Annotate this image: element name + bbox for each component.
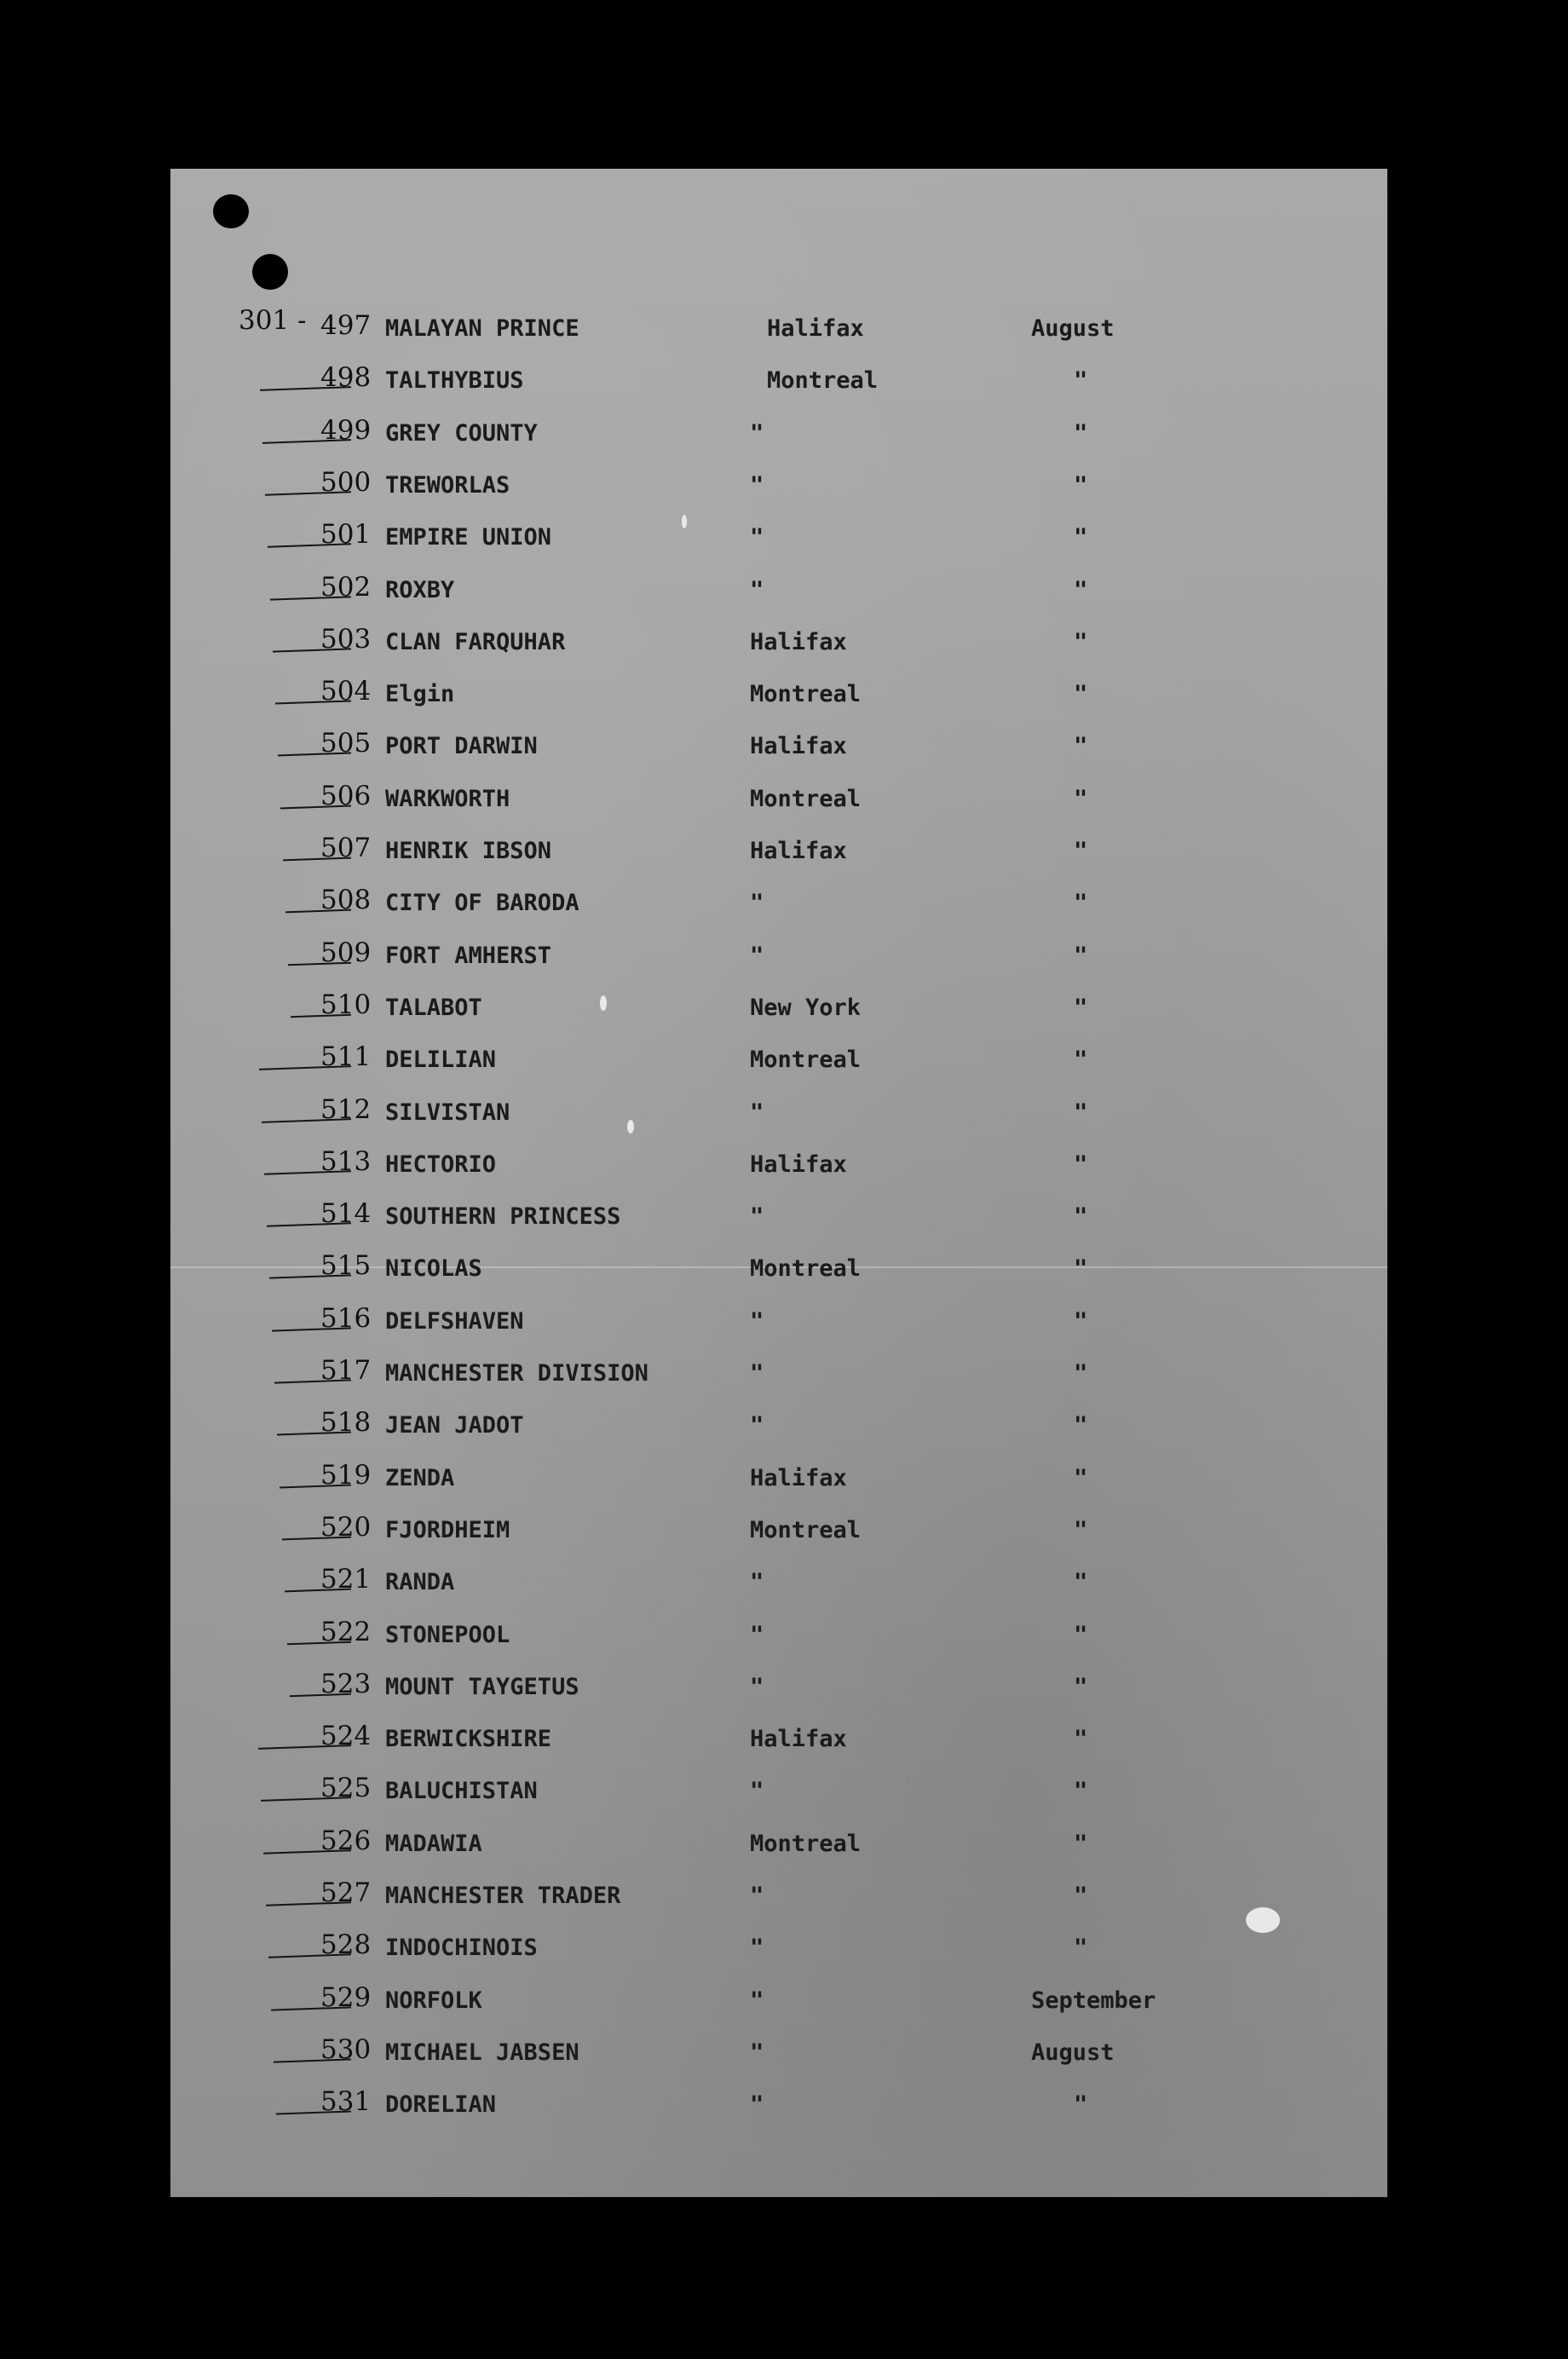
ship-name: MICHAEL JABSEN	[385, 2039, 579, 2066]
entry-number: 526	[320, 1825, 372, 1856]
port: "	[750, 1569, 764, 1596]
table-row	[170, 1923, 1387, 1974]
entry-number: 531	[320, 2086, 372, 2118]
table-row	[170, 1243, 1387, 1295]
entry-number: 521	[320, 1564, 372, 1595]
ship-list	[170, 169, 1387, 2197]
table-row	[170, 565, 1387, 616]
table-row	[170, 774, 1387, 825]
port: "	[750, 1307, 764, 1335]
month: "	[1074, 524, 1088, 551]
entry-number: 519	[320, 1459, 372, 1491]
ship-name: RANDA	[385, 1569, 455, 1596]
port: Halifax	[750, 733, 847, 760]
entry-number: 500	[320, 466, 372, 498]
entry-number: 502	[320, 571, 372, 603]
entry-number: 504	[320, 676, 372, 707]
entry-number: 518	[320, 1407, 372, 1439]
entry-number: 512	[320, 1093, 372, 1125]
ship-name: Elgin	[385, 681, 455, 708]
port: Halifax	[767, 315, 864, 342]
ship-name: NICOLAS	[385, 1255, 482, 1283]
entry-number: 529	[320, 1981, 372, 2013]
ship-name: TALABOT	[385, 994, 482, 1021]
entry-number: 509	[320, 937, 372, 968]
month: "	[1074, 419, 1088, 447]
entry-number: 508	[320, 885, 372, 916]
entry-number: 520	[320, 1511, 372, 1543]
port: "	[750, 1883, 764, 1909]
table-row	[170, 983, 1387, 1034]
ship-name: MANCHESTER DIVISION	[385, 1360, 649, 1387]
month: August	[1031, 2039, 1115, 2066]
table-row	[170, 303, 1387, 355]
entry-number: 511	[320, 1041, 372, 1073]
port: Halifax	[750, 1726, 847, 1753]
ship-name: ZENDA	[385, 1464, 455, 1491]
month: "	[1074, 576, 1088, 603]
table-row	[170, 1453, 1387, 1504]
month: August	[1031, 315, 1115, 342]
port: "	[750, 1412, 764, 1439]
port: New York	[750, 994, 862, 1021]
entry-number: 528	[320, 1929, 372, 1961]
month: "	[1074, 1464, 1088, 1491]
ship-name: CITY OF BARODA	[385, 890, 579, 917]
table-row	[170, 1296, 1387, 1347]
table-row	[170, 1087, 1387, 1139]
month: "	[1074, 681, 1088, 708]
ship-name: GREY COUNTY	[385, 419, 538, 447]
month: "	[1074, 1935, 1088, 1962]
entry-number: 527	[320, 1877, 372, 1908]
entry-number: 523	[320, 1668, 372, 1699]
ship-name: HENRIK IBSON	[385, 838, 552, 864]
table-row	[170, 669, 1387, 720]
port: "	[750, 1987, 764, 2014]
month: "	[1074, 1830, 1088, 1857]
ship-name: TREWORLAS	[385, 471, 510, 499]
port: "	[750, 1099, 764, 1126]
month: "	[1074, 994, 1088, 1021]
month: "	[1074, 1307, 1088, 1335]
entry-number: 505	[320, 728, 372, 759]
ship-name: FJORDHEIM	[385, 1516, 510, 1543]
entry-number: 517	[320, 1355, 372, 1386]
month: "	[1074, 1047, 1088, 1074]
port: "	[750, 2091, 764, 2119]
table-row	[170, 2079, 1387, 2131]
entry-number: 498	[320, 362, 372, 394]
table-row	[170, 355, 1387, 407]
month: September	[1031, 1987, 1156, 2014]
port: "	[750, 1778, 764, 1805]
ship-name: HECTORIO	[385, 1151, 497, 1178]
ship-name: DELILIAN	[385, 1047, 497, 1074]
port: Montreal	[767, 367, 879, 395]
table-row	[170, 1557, 1387, 1608]
port: "	[750, 1935, 764, 1962]
month: "	[1074, 1203, 1088, 1231]
port: "	[750, 1673, 764, 1700]
table-row	[170, 1714, 1387, 1765]
ship-name: FORT AMHERST	[385, 942, 552, 969]
port: Halifax	[750, 1151, 847, 1178]
document-page	[170, 169, 1387, 2197]
entry-number: 499	[320, 414, 372, 446]
ship-name: WARKWORTH	[385, 785, 510, 812]
table-row	[170, 1191, 1387, 1243]
month: "	[1074, 1569, 1088, 1596]
month: "	[1074, 1099, 1088, 1126]
ship-name: MADAWIA	[385, 1830, 482, 1857]
month: "	[1074, 471, 1088, 499]
port: Montreal	[750, 1516, 862, 1543]
ship-name: SILVISTAN	[385, 1099, 510, 1126]
month: "	[1074, 942, 1088, 969]
port: "	[750, 524, 764, 551]
ship-name: MOUNT TAYGETUS	[385, 1673, 579, 1700]
ship-name: MALAYAN PRINCE	[385, 315, 579, 342]
month: "	[1074, 1360, 1088, 1387]
month: "	[1074, 1516, 1088, 1543]
ship-name: NORFOLK	[385, 1987, 482, 2014]
entry-number: 515	[320, 1250, 372, 1282]
month: "	[1074, 1621, 1088, 1648]
month: "	[1074, 1255, 1088, 1283]
month: "	[1074, 1151, 1088, 1178]
month: "	[1074, 1673, 1088, 1700]
month: "	[1074, 1726, 1088, 1753]
entry-number: 503	[320, 623, 372, 655]
entry-number: 522	[320, 1616, 372, 1647]
ship-name: INDOCHINOIS	[385, 1935, 538, 1962]
ship-name: BERWICKSHIRE	[385, 1726, 552, 1753]
entry-number: 510	[320, 989, 372, 1020]
ship-name: JEAN JADOT	[385, 1412, 524, 1439]
table-row	[170, 878, 1387, 929]
port: "	[750, 1621, 764, 1648]
month: "	[1074, 890, 1088, 917]
port: "	[750, 1360, 764, 1387]
entry-number: 507	[320, 833, 372, 863]
month: "	[1074, 2091, 1088, 2119]
ship-name: STONEPOOL	[385, 1621, 510, 1648]
table-row	[170, 1400, 1387, 1451]
ship-name: SOUTHERN PRINCESS	[385, 1203, 621, 1231]
ship-name: ROXBY	[385, 576, 455, 603]
table-row	[170, 408, 1387, 459]
table-row	[170, 1662, 1387, 1713]
ship-name: MANCHESTER TRADER	[385, 1883, 621, 1909]
ship-name: EMPIRE UNION	[385, 524, 552, 551]
entry-number: 524	[320, 1721, 372, 1752]
table-row	[170, 1975, 1387, 2027]
table-row	[170, 721, 1387, 772]
ship-name: BALUCHISTAN	[385, 1778, 538, 1805]
entry-number: 501	[320, 519, 372, 551]
table-row	[170, 1819, 1387, 1870]
ship-name: DELFSHAVEN	[385, 1307, 524, 1335]
port: "	[750, 942, 764, 969]
port: "	[750, 1203, 764, 1231]
ship-name: PORT DARWIN	[385, 733, 538, 760]
table-row	[170, 512, 1387, 563]
entry-number: 506	[320, 780, 372, 811]
ship-name: TALTHYBIUS	[385, 367, 524, 395]
entry-number: 516	[320, 1302, 372, 1334]
month: "	[1074, 1883, 1088, 1909]
table-row	[170, 617, 1387, 668]
month: "	[1074, 733, 1088, 760]
entry-number: 513	[320, 1145, 372, 1177]
entry-number: 530	[320, 2033, 372, 2065]
table-row	[170, 1610, 1387, 1661]
port: Halifax	[750, 838, 847, 864]
port: Montreal	[750, 785, 862, 812]
ship-name: CLAN FARQUHAR	[385, 628, 566, 655]
table-row	[170, 1035, 1387, 1086]
table-row	[170, 460, 1387, 511]
table-row	[170, 2027, 1387, 2079]
port: "	[750, 576, 764, 603]
month: "	[1074, 838, 1088, 864]
port: Montreal	[750, 1047, 862, 1074]
month: "	[1074, 1778, 1088, 1805]
port: Halifax	[750, 1464, 847, 1491]
month: "	[1074, 785, 1088, 812]
port: Montreal	[750, 681, 862, 708]
range-prefix: 301 -	[239, 305, 307, 336]
table-row	[170, 1505, 1387, 1556]
port: "	[750, 419, 764, 447]
entry-number: 497	[320, 310, 372, 341]
port: Halifax	[750, 628, 847, 655]
table-row	[170, 1766, 1387, 1817]
table-row	[170, 826, 1387, 877]
port: Montreal	[750, 1830, 862, 1857]
table-row	[170, 1139, 1387, 1191]
port: Montreal	[750, 1255, 862, 1283]
month: "	[1074, 628, 1088, 655]
month: "	[1074, 1412, 1088, 1439]
port: "	[750, 890, 764, 917]
table-row	[170, 1348, 1387, 1399]
port: "	[750, 471, 764, 499]
ship-name: DORELIAN	[385, 2091, 497, 2119]
port: "	[750, 2039, 764, 2066]
table-row	[170, 1871, 1387, 1922]
entry-number: 525	[320, 1773, 372, 1804]
entry-number: 514	[320, 1198, 372, 1230]
month: "	[1074, 367, 1088, 395]
table-row	[170, 931, 1387, 982]
